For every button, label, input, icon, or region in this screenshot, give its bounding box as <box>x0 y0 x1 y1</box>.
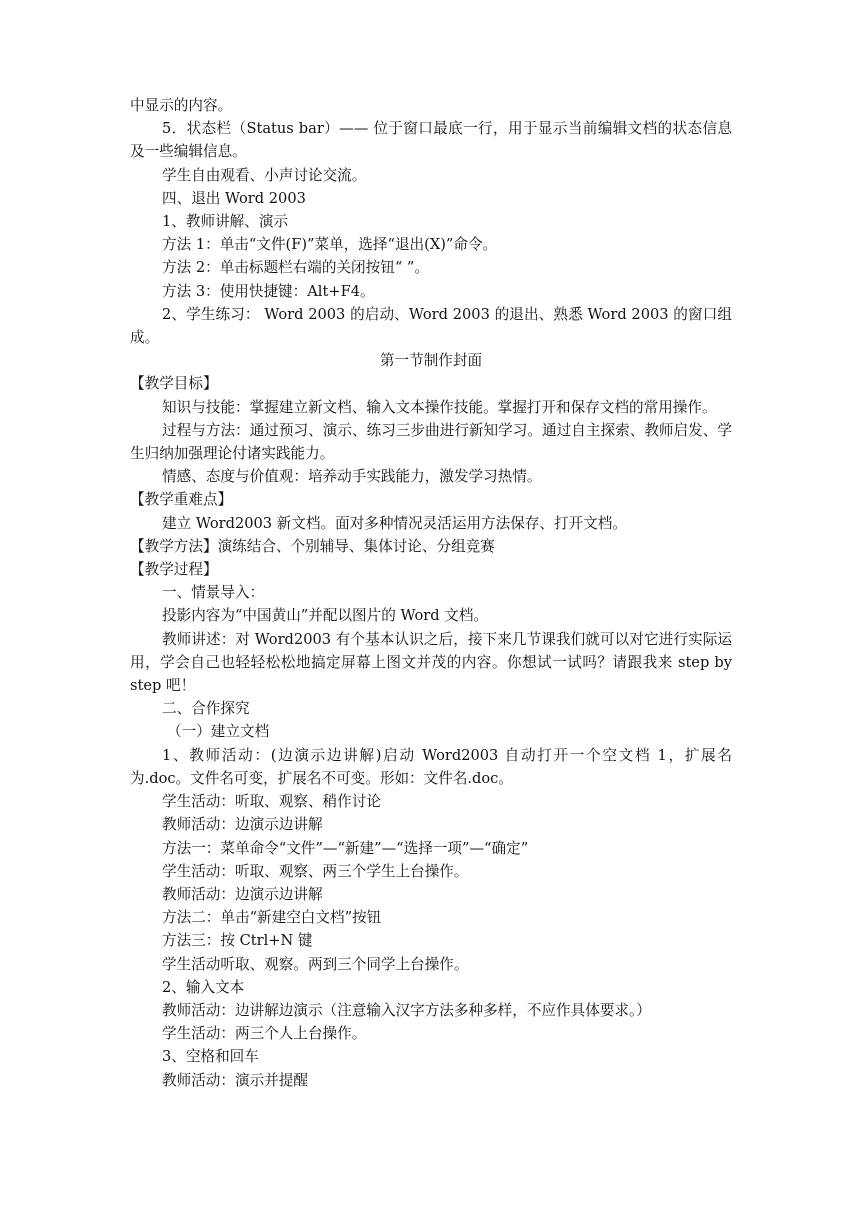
paragraph: 【教学过程】 <box>130 561 218 579</box>
paragraph: 学生活动：听取、观察、两三个学生上台操作。 <box>162 862 469 880</box>
paragraph: 方法 2：单击标题栏右端的关闭按钮“ ”。 <box>162 259 429 277</box>
paragraph: 学生活动听取、观察。两到三个同学上台操作。 <box>162 955 469 973</box>
paragraph: 2、输入文本 <box>162 978 245 996</box>
paragraph: 学生活动：听取、观察、稍作讨论 <box>162 793 381 811</box>
paragraph: 教师活动：边演示边讲解 <box>162 816 323 834</box>
paragraph: 1、教师讲解、演示 <box>162 213 289 231</box>
paragraph: 方法一：菜单命令“文件”—“新建”—“选择一项”—“确定” <box>162 839 529 857</box>
paragraph: 【教学重难点】 <box>130 491 233 509</box>
paragraph: 1、教师活动：(边演示边讲解)启动 Word2003 自动打开一个空文档 1，扩展名为.doc。文件名可变，扩展名不可变。形如：文件名.doc。 <box>130 746 732 787</box>
paragraph: 方法二：单击“新建空白文档”按钮 <box>162 909 382 927</box>
paragraph: 教师活动：边讲解边演示（注意输入汉字方法多种多样，不应作具体要求。） <box>162 1001 651 1019</box>
paragraph: 教师活动：演示并提醒 <box>162 1071 308 1089</box>
section-heading: 第一节制作封面 <box>379 352 483 370</box>
paragraph: 【教学目标】 <box>130 375 218 393</box>
paragraph: 学生自由观看、小声讨论交流。 <box>162 166 367 184</box>
paragraph: 一、情景导入： <box>162 584 265 602</box>
paragraph: 建立 Word2003 新文档。面对多种情况灵活运用方法保存、打开文档。 <box>162 514 627 532</box>
paragraph: 教师活动：边演示边讲解 <box>162 885 323 903</box>
paragraph: 中显示的内容。 <box>130 97 233 114</box>
paragraph: 投影内容为“中国黄山”并配以图片的 Word 文档。 <box>162 607 489 625</box>
paragraph: 2、学生练习： Word 2003 的启动、Word 2003 的退出、熟悉 Word 2003 的窗口组成。 <box>130 305 732 347</box>
paragraph: 方法 1：单击“文件(F)”菜单，选择“退出(X)”命令。 <box>162 236 498 254</box>
paragraph: 过程与方法：通过预习、演示、练习三步曲进行新知学习。通过自主探索、教师启发、学生归纳加强理论付诸实践能力。 <box>130 421 732 463</box>
paragraph: 二、合作探究 <box>162 700 250 718</box>
paragraph: 情感、态度与价值观：培养动手实践能力，激发学习热情。 <box>162 468 542 486</box>
paragraph: 5．状态栏（Status bar）—— 位于窗口最底一行，用于显示当前编辑文档的状态信息及一些编辑信息。 <box>130 120 732 161</box>
paragraph: 教师讲述：对 Word2003 有个基本认识之后，接下来几节课我们就可以对它进行实际运用，学会自己也轻轻松松地搞定屏幕上图文并茂的内容。你想试一试吗？请跟我来 step by step 吧！ <box>130 630 732 695</box>
paragraph: 学生活动：两三个人上台操作。 <box>162 1025 367 1043</box>
paragraph: 方法 3：使用快捷键：Alt+F4。 <box>162 282 375 300</box>
paragraph: （一）建立文档 <box>167 723 270 741</box>
paragraph: 方法三：按 Ctrl+N 键 <box>162 932 313 950</box>
paragraph: 【教学方法】演练结合、个别辅导、集体讨论、分组竞赛 <box>130 537 495 555</box>
paragraph: 四、退出 Word 2003 <box>162 189 306 207</box>
paragraph: 3、空格和回车 <box>162 1048 259 1066</box>
paragraph: 知识与技能：掌握建立新文档、输入文本操作技能。掌握打开和保存文档的常用操作。 <box>162 398 717 416</box>
